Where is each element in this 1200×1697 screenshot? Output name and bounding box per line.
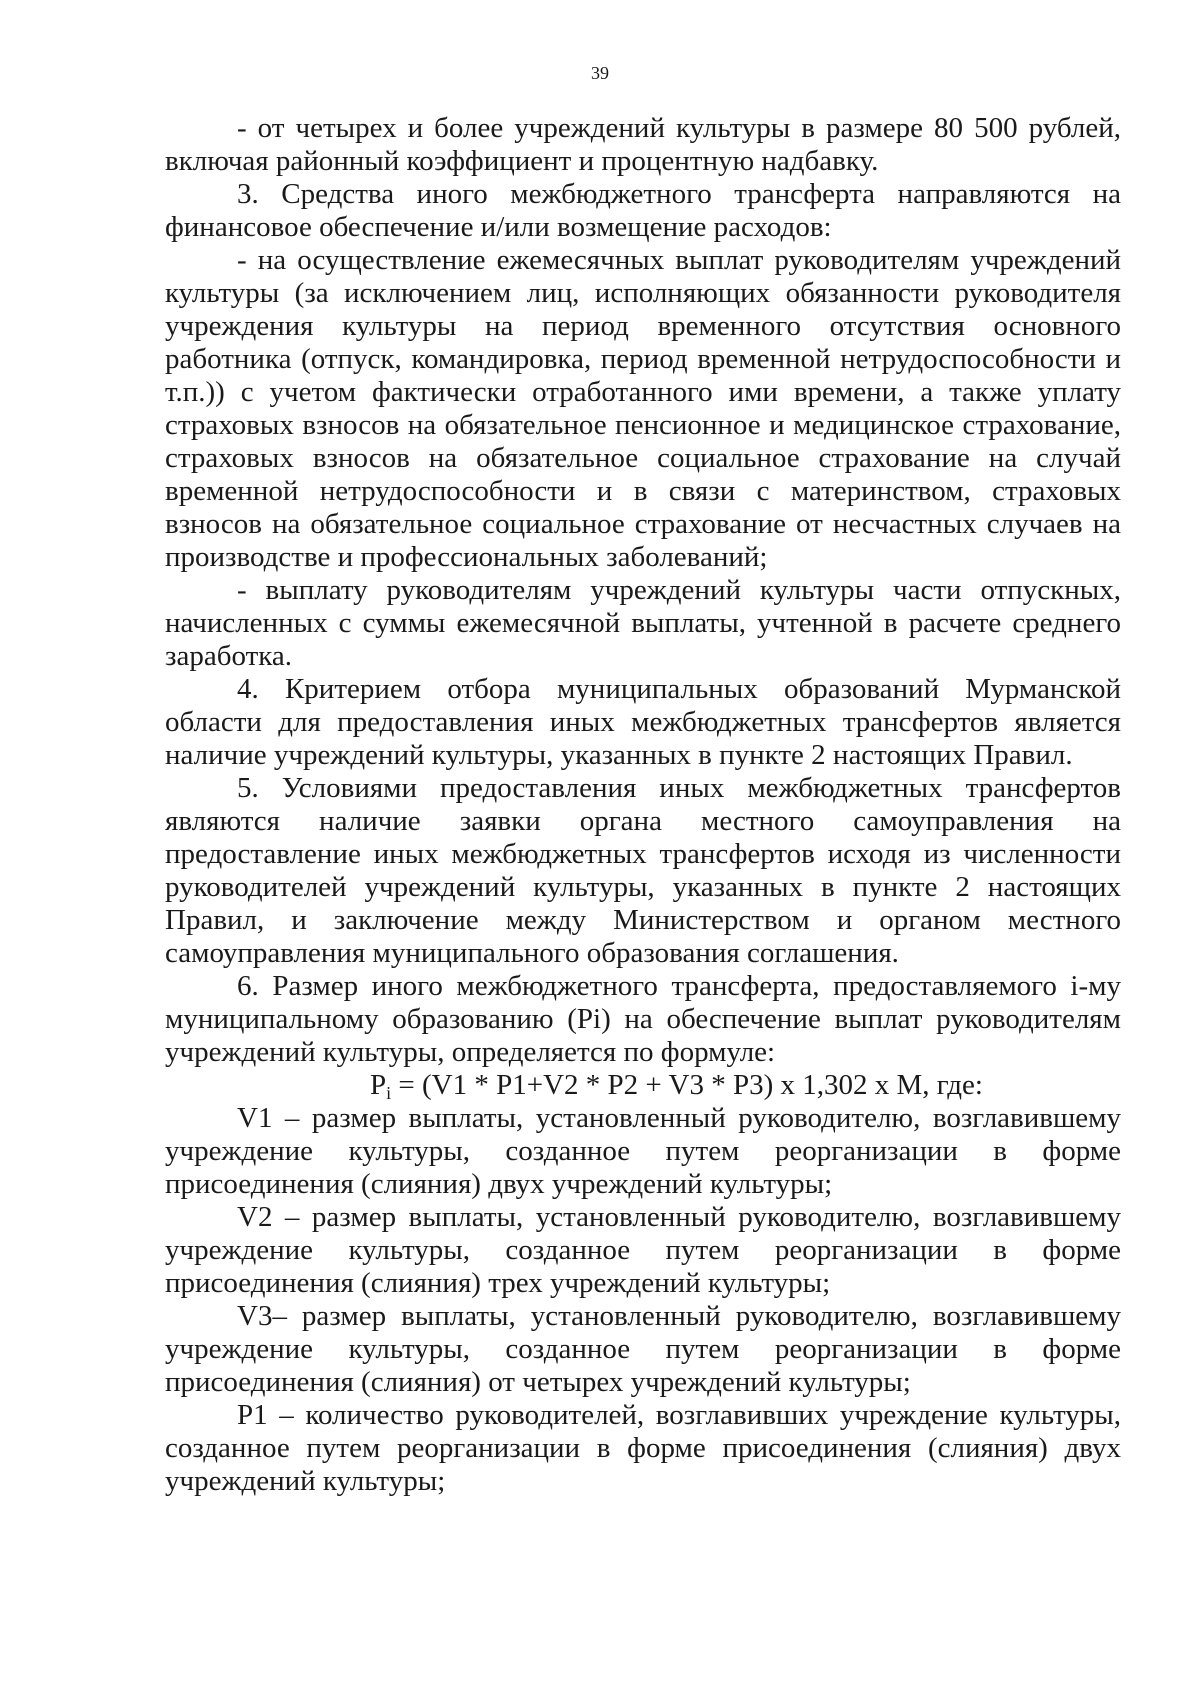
paragraph-5-conditions: 5. Условиями предоставления иных межбюджетных трансфертов являются наличие заявки органа местного самоуправления на предоставление иных межбюджетных трансфертов исходя из численности руководителей учреждений культуры, указанных в пункте 2 настоящих Правил, и заключение между Министерством и органом местного самоуправления муниципального образования соглашения. xyxy=(165,772,1121,969)
document-body xyxy=(165,112,1121,1498)
page-number: 39 xyxy=(591,63,609,83)
definition-v2: V2 – размер выплаты, установленный руководителю, возглавившему учреждение культуры, созданное путем реорганизации в форме присоединения (слияния) трех учреждений культуры; xyxy=(165,1201,1121,1299)
definition-v1: V1 – размер выплаты, установленный руководителю, возглавившему учреждение культуры, созданное путем реорганизации в форме присоединения (слияния) двух учреждений культуры; xyxy=(165,1102,1121,1200)
paragraph-tier-four-plus: - от четырех и более учреждений культуры в размере 80 500 рублей, включая районный коэффициент и процентную надбавку. xyxy=(165,112,1121,177)
paragraph-4-selection-criterion: 4. Критерием отбора муниципальных образований Мурманской области для предоставления иных межбюджетных трансфертов является наличие учреждений культуры, указанных в пункте 2 настоящих Правил. xyxy=(165,673,1121,771)
paragraph-3-funds-purpose: 3. Средства иного межбюджетного трансферта направляются на финансовое обеспечение и/или возмещение расходов: xyxy=(165,178,1121,243)
formula-rhs: = (V1 * P1+V2 * P2 + V3 * P3) x 1,302 x M, где: xyxy=(391,1069,983,1101)
paragraph-6-transfer-size: 6. Размер иного межбюджетного трансферта, предоставляемого i-му муниципальному образованию (Pi) на обеспечение выплат руководителям учреждений культуры, определяется по формуле: xyxy=(165,970,1121,1068)
formula-lhs-subscript: i xyxy=(386,1083,392,1103)
definition-p1: P1 – количество руководителей, возглавивших учреждение культуры, созданное путем реорганизации в форме присоединения (слияния) двух учреждений культуры; xyxy=(165,1399,1121,1497)
formula xyxy=(165,1069,1121,1102)
definition-v3: V3– размер выплаты, установленный руководителю, возглавившему учреждение культуры, созданное путем реорганизации в форме присоединения (слияния) от четырех учреждений культуры; xyxy=(165,1300,1121,1398)
paragraph-monthly-payments: - на осуществление ежемесячных выплат руководителям учреждений культуры (за исключением лиц, исполняющих обязанности руководителя учреждения культуры на период временного отсутствия основного работника (отпуск, командировка, период временной нетрудоспособности и т.п.)) с учетом фактически отработанного ими времени, а также уплату страховых взносов на обязательное пенсионное и медицинское страхование, страховых взносов на обязательное социальное страхование на случай временной нетрудоспособности и в связи с материнством, страховых взносов на обязательное социальное страхование от несчастных случаев на производстве и профессиональных заболеваний; xyxy=(165,244,1121,573)
paragraph-vacation-pay: - выплату руководителям учреждений культуры части отпускных, начисленных с суммы ежемесячной выплаты, учтенной в расчете среднего заработка. xyxy=(165,574,1121,672)
formula-lhs: P xyxy=(370,1069,387,1101)
